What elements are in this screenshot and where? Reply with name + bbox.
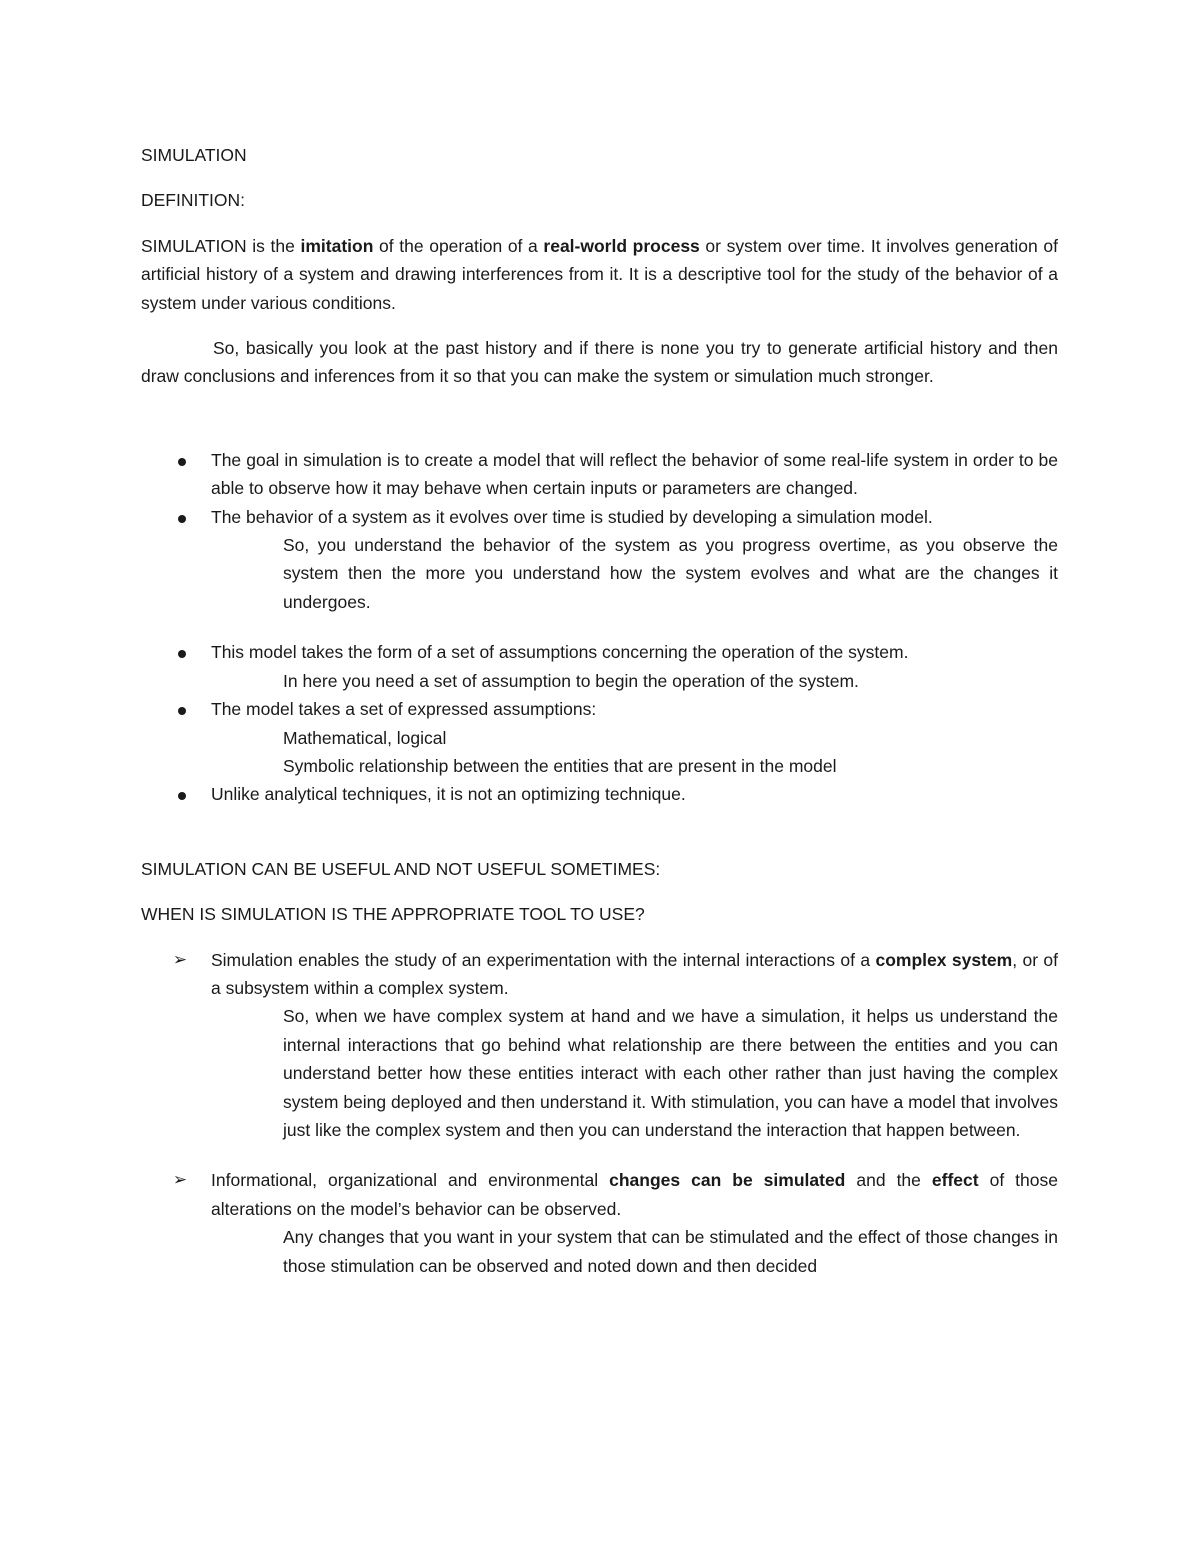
arrow-list: [141, 946, 1058, 1003]
sub-paragraph: So, you understand the behavior of the system as you progress overtime, as you observe the system then the more you understand how the system evolves and what are the changes it undergoes.: [283, 535, 1058, 612]
document-content: [141, 141, 1058, 1280]
definition-bold-real-world: real-world process: [543, 235, 700, 256]
filled-circle-bullet-icon: [172, 446, 192, 474]
list-item-text: This model takes the form of a set of assumptions concerning the operation of the system.: [211, 642, 909, 663]
list-item: [141, 446, 1058, 503]
arrow-list: [141, 1166, 1058, 1223]
bold-changes-simulated: changes can be simulated: [609, 1170, 846, 1191]
list-item-text: The behavior of a system as it evolves over time is studied by developing a simulation model.: [211, 506, 933, 527]
filled-circle-bullet-icon: [172, 503, 192, 531]
list-item: [141, 695, 1058, 723]
definition-text: SIMULATION is the: [141, 235, 301, 256]
filled-circle-bullet-icon: [172, 695, 192, 723]
sub-paragraph: Any changes that you want in your system that can be stimulated and the effect of those changes in those stimulation can be observed and noted down and then decided: [283, 1227, 1058, 1276]
definition-bold-imitation: imitation: [300, 235, 374, 256]
list-item: [141, 638, 1058, 666]
sub-paragraph: Symbolic relationship between the entities that are present in the model: [283, 755, 837, 776]
bold-complex-system: complex system: [875, 949, 1013, 970]
definition-text: or system over time. It involves generation of artificial history of a system and drawing interferences from it. It is a descriptive tool for the study of the behavior of a system under various conditions.: [141, 235, 1058, 313]
list-item: [141, 780, 1058, 808]
bullet-list: [141, 780, 1058, 808]
section-heading-when: WHEN IS SIMULATION IS THE APPROPRIATE TOOL TO USE?: [141, 904, 645, 925]
filled-circle-bullet-icon: [172, 638, 192, 666]
section-heading-useful: SIMULATION CAN BE USEFUL AND NOT USEFUL SOMETIMES:: [141, 858, 661, 879]
definition-paragraph: [141, 232, 1058, 317]
filled-circle-bullet-icon: [172, 780, 192, 808]
list-item-text: Simulation enables the study of an experimentation with the internal interactions of a complex system, or of a subsystem within a complex system.: [211, 949, 1059, 998]
so-basically-paragraph: So, basically you look at the past history and if there is none you try to generate artificial history and then draw conclusions and inferences from it so that you can make the system or simulation much stronger.: [141, 338, 1058, 387]
document-title: SIMULATION: [141, 145, 247, 165]
arrowhead-bullet-icon: ➢: [172, 949, 188, 970]
arrowhead-bullet-icon: ➢: [172, 1170, 188, 1191]
bullet-list: [141, 695, 1058, 723]
list-item: [141, 503, 1058, 531]
definition-heading: DEFINITION:: [141, 190, 246, 211]
definition-text: of the operation of a: [373, 235, 544, 256]
sub-paragraph: In here you need a set of assumption to begin the operation of the system.: [283, 670, 859, 691]
bullet-list: [141, 638, 1058, 666]
list-item: [141, 1166, 1058, 1223]
list-item-text: Informational, organizational and environmental changes can be simulated and the effect of those alterations on the model’s behavior can be observed.: [211, 1170, 1058, 1219]
list-item-text: The goal in simulation is to create a model that will reflect the behavior of some real-life system in order to be able to observe how it may behave when certain inputs or parameters are changed.: [211, 449, 1058, 499]
list-item: [141, 946, 1058, 1003]
sub-paragraph: Mathematical, logical: [283, 727, 447, 748]
list-item-text: Unlike analytical techniques, it is not an optimizing technique.: [211, 784, 686, 805]
list-item-text: The model takes a set of expressed assumptions:: [211, 699, 597, 720]
sub-paragraph: So, when we have complex system at hand and we have a simulation, it helps us understand the internal interactions that go behind what relationship are there between the entities and you can understand better how these entities interact with each other rather than just having the complex system being deployed and then understand it. With stimulation, you can have a model that involves just like the complex system and then you can understand the interaction that happen between.: [283, 1006, 1058, 1140]
bullet-list: [141, 446, 1058, 531]
bold-effect: effect: [931, 1170, 979, 1191]
